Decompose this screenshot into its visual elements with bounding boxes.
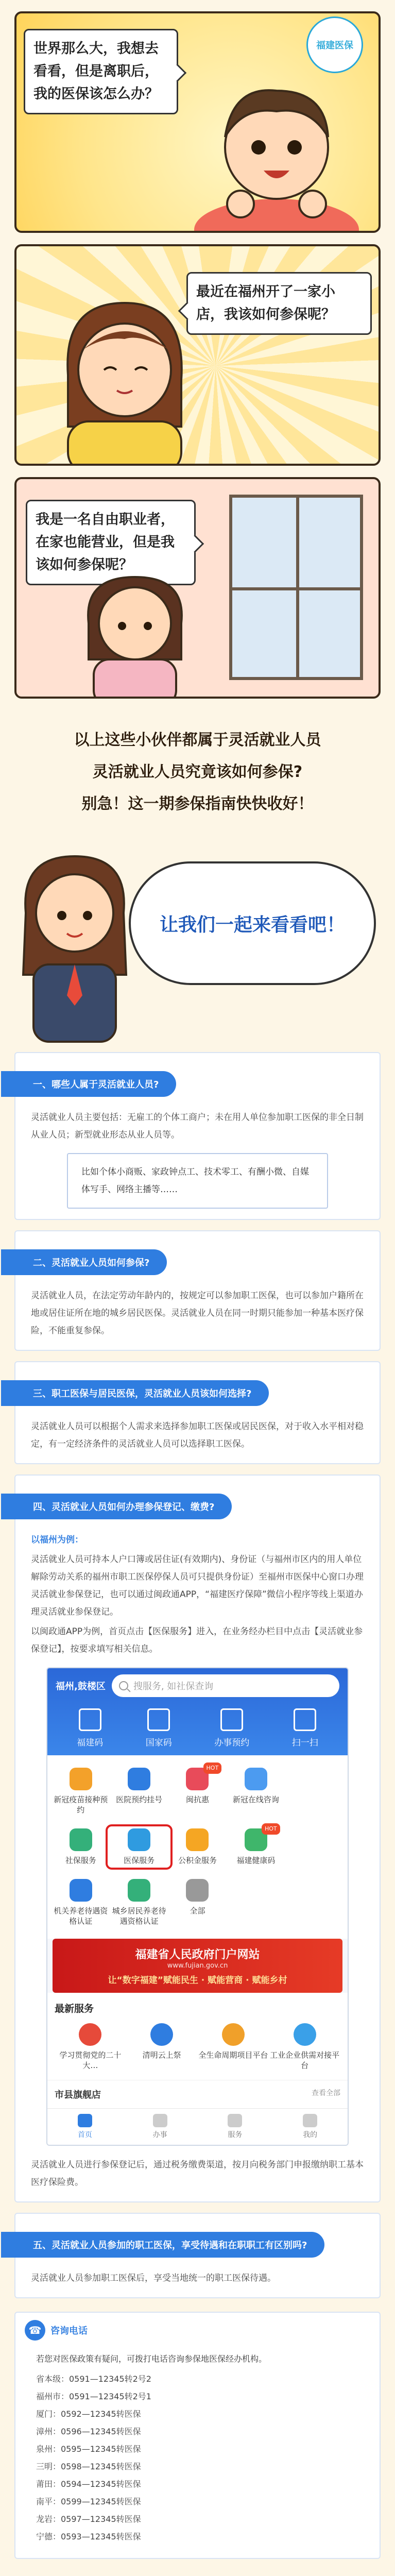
- headline-line-3: 别急！这一期参保指南快快收好！: [81, 795, 314, 813]
- hot-badge: HOT: [203, 1762, 222, 1774]
- headline-line-2: 灵活就业人员究竟该如何参保?: [92, 763, 303, 781]
- tab-item[interactable]: [78, 2114, 92, 2140]
- section-text: 灵活就业人员可以根据个人需求来选择参加职工医保或居民医保，对于收入水平相对稳定，有一定经济条件的灵活就业人员可以选择职工医保。: [31, 1421, 364, 1449]
- banner-slogan: 让“数字福建”赋能民生 · 赋能营商 · 赋能乡村: [108, 1975, 287, 1986]
- comic-panel-2: [14, 244, 381, 466]
- quick-action-label: 福建码: [77, 1738, 104, 1748]
- calendar-icon: [220, 1708, 243, 1731]
- new-service-item[interactable]: [198, 2023, 269, 2071]
- app-screenshot: [46, 1667, 349, 2146]
- tab-icon: [153, 2114, 167, 2127]
- hotline-row: 泉州：0595—12345转医保: [36, 2444, 141, 2454]
- phone-icon: ☎: [25, 2320, 45, 2341]
- logo: 福建医保: [306, 16, 363, 73]
- hotline-list: [15, 2370, 380, 2546]
- banner-title: 福建省人民政府门户网站: [135, 1948, 260, 1961]
- service-icon: [70, 1768, 92, 1790]
- section-title: 四、灵活就业人员如何办理参保登记、缴费?: [15, 1494, 232, 1519]
- section-header: [15, 1247, 380, 1278]
- view-all-link[interactable]: 查看全部: [312, 2089, 340, 2097]
- service-icon: [186, 1828, 209, 1851]
- service-label: 福建健康码: [236, 1856, 276, 1865]
- hotline-row: 福州市：0591—12345转2号1: [36, 2392, 151, 2401]
- service-grid: [47, 1755, 348, 1939]
- search-input[interactable]: [112, 1674, 339, 1697]
- service-icon: [70, 1828, 92, 1851]
- hotline-row: 龙岩：0597—12345转医保: [36, 2514, 141, 2524]
- section-card-2: [14, 1230, 381, 1351]
- service-icon: [70, 1879, 92, 1902]
- fujian-code-button[interactable]: [77, 1708, 103, 1748]
- new-service-label: 清明云上祭: [142, 2050, 181, 2060]
- new-service-label: 工业企业供需对接平台: [270, 2050, 340, 2070]
- new-service-icon: [294, 2023, 316, 2046]
- service-icon: [128, 1828, 150, 1851]
- section-text: 灵活就业人员进行参保登记后，通过税务缴费渠道，按月向税务部门申报缴纳职工基本医疗保险费。: [31, 2160, 364, 2188]
- qr-icon: [79, 1708, 101, 1731]
- boy-character: [192, 75, 362, 233]
- service-icon: [245, 1768, 267, 1790]
- section-header: [15, 2229, 380, 2260]
- service-item[interactable]: [51, 1879, 110, 1926]
- service-item[interactable]: [227, 1768, 285, 1815]
- service-icon: [128, 1879, 150, 1902]
- presenter-character: [15, 851, 134, 1047]
- service-label: 新冠疫苗接种预约: [54, 1795, 108, 1815]
- tab-label: 办事: [152, 2131, 167, 2139]
- section-header: [15, 1378, 380, 1409]
- quick-actions: [56, 1697, 339, 1755]
- contact-card: [14, 2312, 381, 2559]
- speech-bubble: 我是一名自由职业者，在家也能营业，但是我该如何参保呢？: [26, 500, 196, 585]
- new-services: [47, 1993, 348, 2080]
- section-subtitle: 以福州为例：: [31, 1535, 83, 1545]
- section-text: 灵活就业人员可持本人户口簿或居住证(有效期内)、身份证（与福州市区内的用人单位解除劳动关系的福州市职工医保停保人员可只提供身份证）至福州市医保中心窗口办理灵活就业参保登记，也可以通过闽政通APP，“福建医疗保障”微信小程序等线上渠道办理灵活就业参保登记。: [31, 1554, 364, 1617]
- city-stores-title: 市县旗舰店: [55, 2090, 101, 2100]
- new-services-row: [55, 2023, 340, 2078]
- service-empty-slot: [285, 1828, 344, 1866]
- section-title: 二、灵活就业人员如何参保?: [15, 1249, 167, 1275]
- search-icon: [119, 1681, 128, 1690]
- service-item[interactable]: [51, 1828, 110, 1866]
- scan-icon: [294, 1708, 316, 1731]
- contact-label: 咨询电话: [50, 2326, 88, 2336]
- service-label: 全部: [190, 1906, 205, 1916]
- tab-item[interactable]: [303, 2114, 317, 2140]
- hotline-row: 宁德：0593—12345转医保: [36, 2532, 141, 2541]
- hotline-row: 南平：0599—12345转医保: [36, 2497, 141, 2506]
- tab-item[interactable]: [153, 2114, 167, 2140]
- speech-cloud: 让我们一起来看看吧！: [129, 861, 376, 985]
- section-title: 三、职工医保与居民医保，灵活就业人员该如何选择?: [15, 1380, 269, 1406]
- page: [0, 11, 395, 2559]
- qr-icon: [147, 1708, 170, 1731]
- app-search-row: [56, 1674, 339, 1697]
- section-card-1: [14, 1052, 381, 1220]
- service-item[interactable]: [110, 1828, 168, 1866]
- service-label: 新冠在线咨询: [232, 1795, 279, 1804]
- service-label: 机关养老待遇资格认证: [54, 1906, 108, 1926]
- new-service-icon: [79, 2023, 101, 2046]
- tab-icon: [78, 2114, 92, 2127]
- girl-character: [73, 572, 197, 699]
- app-header: [47, 1668, 348, 1755]
- section-card-4: [14, 1475, 381, 2202]
- search-placeholder: 搜服务, 如社保查询: [133, 1681, 214, 1692]
- headline: [0, 724, 395, 820]
- service-label: 社保服务: [65, 1856, 96, 1865]
- tab-label: 我的: [303, 2131, 318, 2139]
- section-text: 灵活就业人员参加职工医保后，享受当地统一的职工医保待遇。: [31, 2273, 276, 2283]
- national-code-button[interactable]: [146, 1708, 172, 1748]
- service-item[interactable]: [110, 1879, 168, 1926]
- new-service-icon: [150, 2023, 173, 2046]
- appointment-button[interactable]: [214, 1708, 249, 1748]
- section-title: 五、灵活就业人员参加的职工医保，享受待遇和在职职工有区别吗?: [15, 2232, 324, 2258]
- hotline-row: 厦门：0592—12345转医保: [36, 2409, 141, 2419]
- service-item[interactable]: [51, 1768, 110, 1815]
- section-link-text: 以闽政通APP为例，首页点击【医保服务】进入，在业务经办栏目中点击【灵活就业参保登记】，按要求填写相关信息。: [31, 1626, 363, 1654]
- speech-bubble: 世界那么大，我想去看看，但是离职后，我的医保该怎么办？: [24, 29, 178, 114]
- service-label: 医保服务: [124, 1856, 155, 1865]
- comic-panel-3: [14, 477, 381, 699]
- service-item[interactable]: [168, 1879, 227, 1926]
- new-service-icon: [222, 2023, 245, 2046]
- new-service-item[interactable]: [55, 2023, 126, 2071]
- headline-line-1: 以上这些小伙伴都属于灵活就业人员: [74, 731, 321, 749]
- service-item[interactable]: [110, 1768, 168, 1815]
- section-card-3: [14, 1361, 381, 1464]
- new-services-title: 最新服务: [55, 2003, 94, 2014]
- scan-button[interactable]: [292, 1708, 318, 1748]
- section-header: [15, 1491, 380, 1522]
- hotline-row: 三明：0598—12345转医保: [36, 2462, 141, 2471]
- service-empty-slot: [285, 1768, 344, 1815]
- tab-item[interactable]: [228, 2114, 242, 2140]
- service-label: 公积金服务: [178, 1856, 217, 1865]
- service-item[interactable]: [227, 1825, 285, 1866]
- service-item[interactable]: [168, 1765, 227, 1815]
- hot-badge: HOT: [262, 1823, 280, 1835]
- hotline-row: 省本级：0591—12345转2号2: [36, 2374, 151, 2384]
- new-service-label: 全生命周期项目平台: [198, 2050, 268, 2060]
- banner-url: www.fujian.gov.cn: [167, 1962, 228, 1970]
- new-service-item[interactable]: [126, 2023, 198, 2071]
- new-service-item[interactable]: [269, 2023, 340, 2071]
- city-stores: [47, 2080, 348, 2108]
- intro-scene: [0, 831, 395, 1052]
- service-label: 医院预约挂号: [116, 1795, 163, 1804]
- contact-header: [15, 2313, 380, 2348]
- service-item[interactable]: [168, 1828, 227, 1866]
- section-header: [15, 1069, 380, 1099]
- location-selector[interactable]: 福州,鼓楼区: [56, 1681, 106, 1692]
- hotline-row: 漳州：0596—12345转医保: [36, 2427, 141, 2436]
- example-quote: 比如个体小商贩、家政钟点工、技术零工、有酬小微、自媒体写手、网络主播等……: [67, 1153, 328, 1209]
- tab-icon: [228, 2114, 242, 2127]
- section-text: 灵活就业人员主要包括：无雇工的个体工商户；未在用人单位参加职工医保的非全日制从业人员；新型就业形态从业人员等。: [31, 1112, 364, 1140]
- quick-action-label: 办事预约: [214, 1738, 250, 1748]
- service-icon: [186, 1879, 209, 1902]
- section-title: 一、哪些人属于灵活就业人员?: [15, 1071, 176, 1097]
- new-service-label: 学习贯彻党的二十大…: [59, 2050, 122, 2070]
- service-icon: [128, 1768, 150, 1790]
- promo-banner[interactable]: [53, 1939, 342, 1993]
- section-text: 灵活就业人员，在法定劳动年龄内的，按规定可以参加职工医保，也可以参加户籍所在地或居住证所在地的城乡居民医保。灵活就业人员在同一时期只能参加一种基本医疗保险，不能重复参保。: [31, 1291, 364, 1336]
- speech-bubble: 最近在福州开了一家小店，我该如何参保呢？: [186, 272, 372, 335]
- hotline-row: 莆田：0594—12345转医保: [36, 2479, 141, 2489]
- quick-action-label: 扫一扫: [291, 1738, 318, 1748]
- woman-character: [47, 293, 202, 466]
- tab-icon: [303, 2114, 317, 2127]
- tab-bar: [47, 2108, 348, 2145]
- quick-action-label: 国家码: [145, 1738, 172, 1748]
- section-card-5: [14, 2213, 381, 2298]
- service-label: 城乡居民养老待遇资格认证: [112, 1906, 166, 1926]
- service-empty-slot: [227, 1879, 285, 1926]
- tab-label: 首页: [77, 2131, 92, 2139]
- tab-label: 服务: [228, 2131, 243, 2139]
- window-illustration: [229, 495, 363, 680]
- comic-panel-1: [14, 11, 381, 233]
- service-label: 闽抗惠: [185, 1795, 209, 1804]
- contact-intro: 若您对医保政策有疑问，可拨打电话咨询参保地医保经办机构。: [36, 2354, 267, 2364]
- service-empty-slot: [285, 1879, 344, 1926]
